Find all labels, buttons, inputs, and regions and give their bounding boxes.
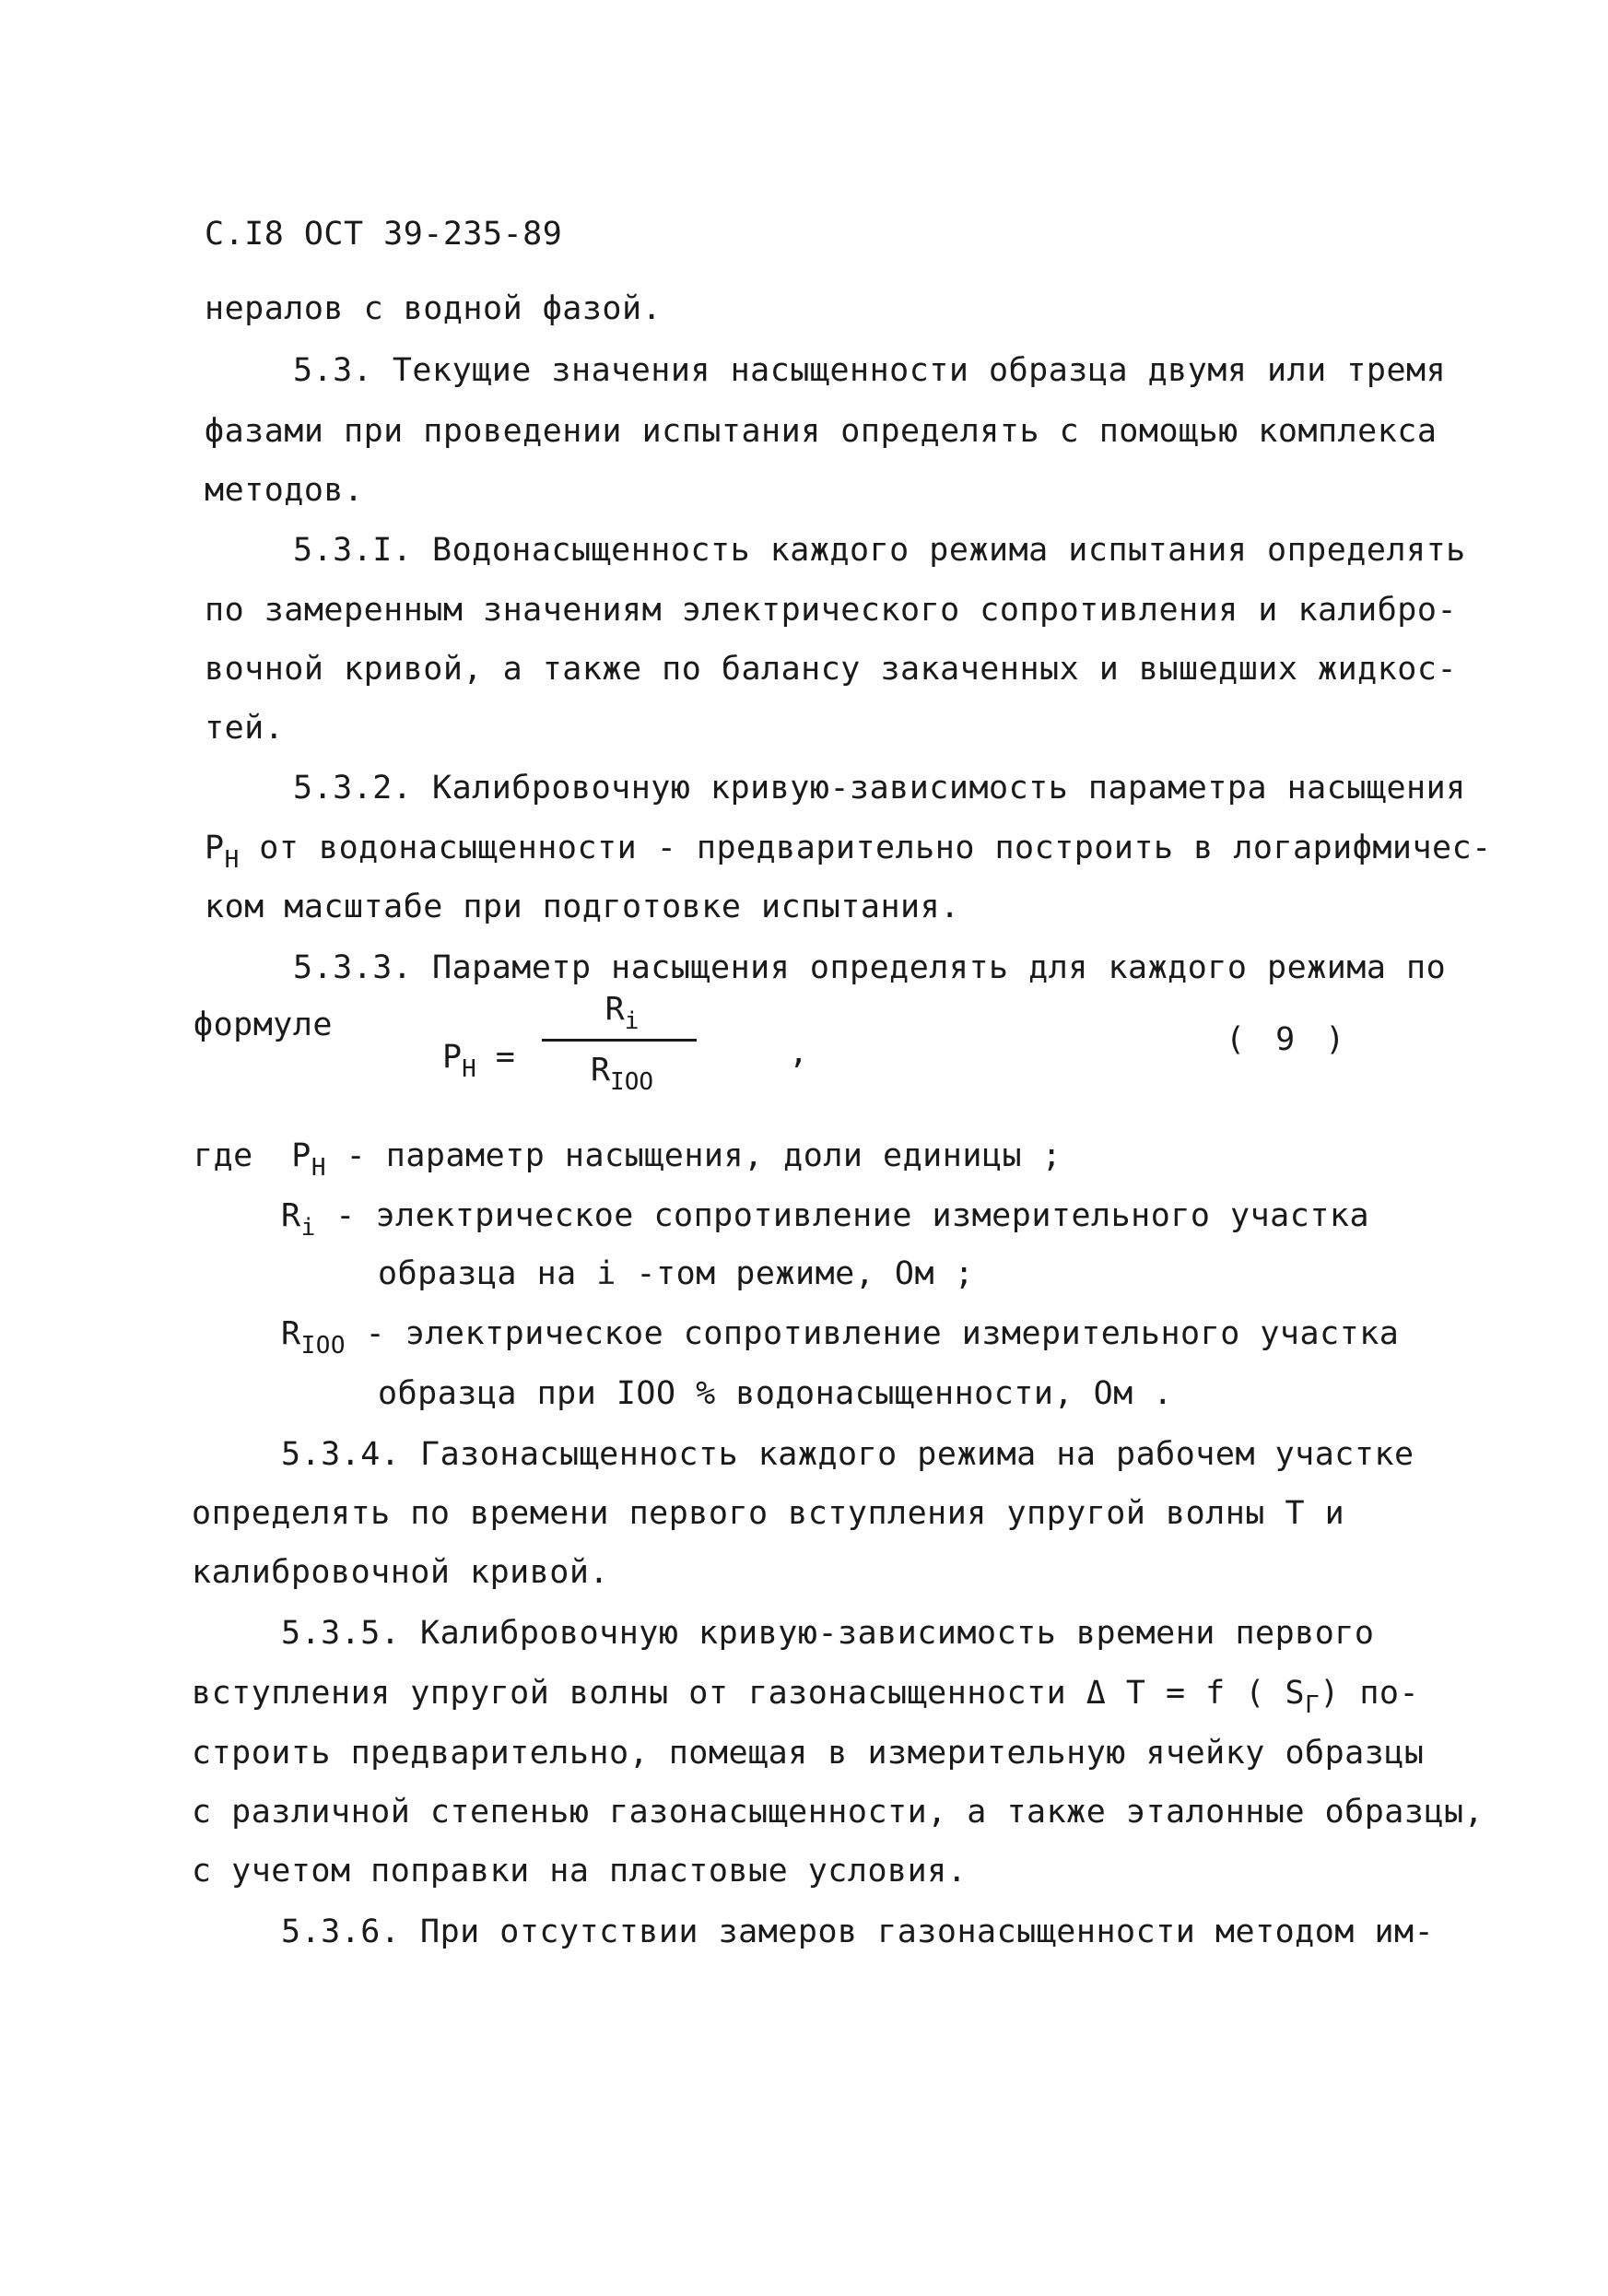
text-fragment: от водонасыщенности - предварительно построить в логарифмичес-	[239, 830, 1492, 866]
legend-continuation: образца при IOO % водонасыщенности, Ом .	[378, 1375, 1173, 1412]
text-line: строить предварительно, помещая в измерительную ячейку образцы	[192, 1735, 1425, 1772]
paragraph-5-3-2: 5.3.2. Калибровочную кривую-зависимость параметра насыщения	[293, 770, 1466, 807]
legend-where: где	[194, 1137, 253, 1174]
formula-denominator	[553, 1052, 691, 1096]
text-line	[205, 828, 1492, 874]
legend-description: - электрическое сопротивление измерительного участка	[315, 1197, 1370, 1234]
legend-line	[281, 1195, 1370, 1242]
legend-subscript: IOO	[300, 1332, 346, 1360]
numerator-subscript: i	[624, 1007, 640, 1035]
denominator-subscript: IOO	[610, 1068, 654, 1096]
formula-lhs	[442, 1039, 515, 1083]
legend-line	[281, 1313, 1400, 1360]
denominator-symbol: R	[590, 1052, 611, 1089]
formula-symbol: Р	[442, 1039, 463, 1076]
text-line: по замеренным значениям электрического сопротивления и калибро-	[205, 592, 1458, 629]
paragraph-5-3-6: 5.3.6. При отсутствии замеров газонасыщенности методом им-	[281, 1913, 1435, 1950]
symbol-p: Р	[205, 830, 225, 866]
symbol-subscript: Н	[224, 846, 240, 874]
paragraph-5-3-4: 5.3.4. Газонасыщенность каждого режима на рабочем участке	[281, 1436, 1414, 1473]
legend-subscript: i	[300, 1214, 316, 1242]
legend-description: - электрическое сопротивление измерительного участка	[346, 1315, 1400, 1352]
legend-symbol: R	[281, 1315, 301, 1352]
legend-description: - параметр насыщения, доли единицы ;	[326, 1137, 1062, 1174]
text-line: методов.	[205, 472, 364, 509]
paragraph-5-3-3: 5.3.3. Параметр насыщения определять для каждого режима по	[293, 949, 1447, 986]
text-line: фазами при проведении испытания определять с помощью комплекса	[205, 413, 1438, 450]
legend-symbol: R	[281, 1197, 301, 1234]
legend-line	[194, 1136, 1062, 1182]
text-line: ком масштабе при подготовке испытания.	[205, 889, 960, 925]
text-fragment: вступления упругой волны от газонасыщенности Δ Т = f ( S	[192, 1675, 1306, 1712]
formula-numerator	[553, 991, 691, 1035]
text-line: вочной кривой, а также по балансу закаченных и вышедших жидкос-	[205, 651, 1458, 688]
fraction-bar	[542, 1039, 697, 1042]
formula-equals: =	[475, 1039, 515, 1076]
text-fragment: ) по-	[1320, 1675, 1420, 1712]
legend-subscript: Н	[311, 1154, 327, 1182]
text-line: калибровочной кривой.	[192, 1554, 610, 1591]
symbol-subscript: Г	[1305, 1691, 1320, 1719]
page-header: С.I8 ОСТ 39-235-89	[205, 216, 563, 253]
text-line: формуле	[194, 1007, 334, 1043]
paragraph-5-3: 5.3. Текущие значения насыщенности образца двумя или тремя	[293, 352, 1447, 389]
text-line: с различной степенью газонасыщенности, а также эталонные образцы,	[192, 1794, 1485, 1831]
equation-number: ( 9 )	[1226, 1021, 1351, 1058]
text-line	[192, 1673, 1420, 1719]
paragraph-5-3-1: 5.3.I. Водонасыщенность каждого режима испытания определять	[293, 532, 1466, 569]
legend-symbol: Р	[291, 1137, 311, 1174]
paragraph-5-3-5: 5.3.5. Калибровочную кривую-зависимость времени первого	[281, 1615, 1375, 1652]
formula-comma: ,	[789, 1034, 809, 1071]
text-line: определять по времени первого вступления упругой волны Т и	[192, 1495, 1345, 1532]
text-line: тей.	[205, 710, 285, 747]
formula-9	[442, 991, 719, 1120]
formula-subscript: Н	[462, 1055, 476, 1083]
text-line: с учетом поправки на пластовые условия.	[192, 1853, 968, 1890]
numerator-symbol: R	[604, 991, 625, 1028]
text-line: нералов с водной фазой.	[205, 290, 663, 327]
legend-continuation: образца на i -том режиме, Ом ;	[378, 1255, 975, 1292]
